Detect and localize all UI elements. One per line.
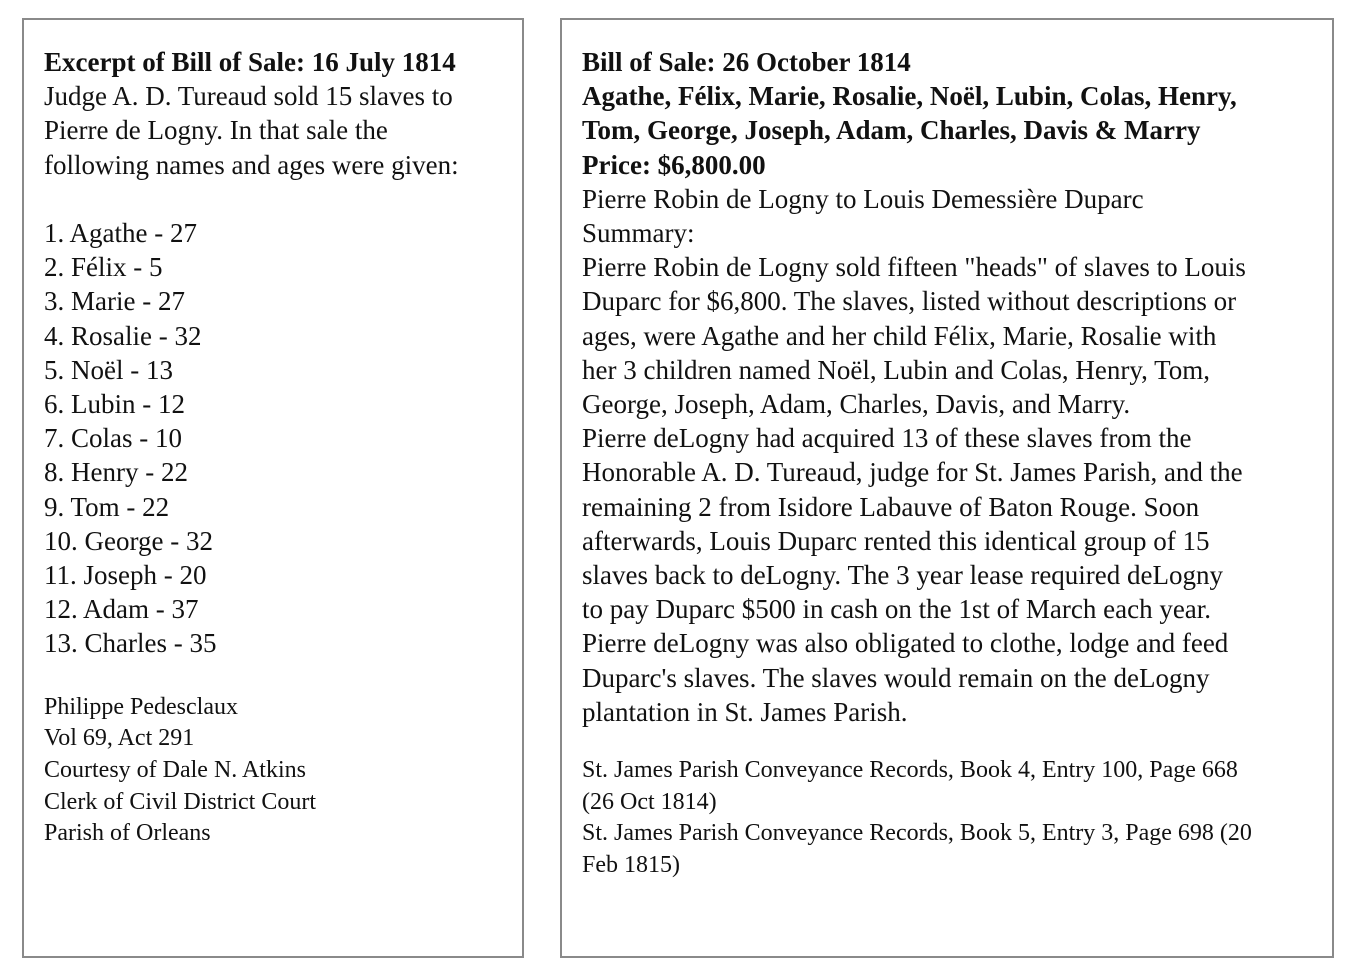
- summary-label: Summary:: [582, 218, 695, 249]
- citation-line: Parish of Orleans: [44, 820, 211, 847]
- source-line: (26 Oct 1814): [582, 788, 717, 815]
- list-item: 9. Tom - 22: [44, 491, 170, 522]
- right-document-panel: [560, 18, 1334, 958]
- summary-line: Pierre Robin de Logny sold fifteen "heads" of slaves to Louis: [582, 252, 1246, 283]
- summary-line: ages, were Agathe and her child Félix, Marie, Rosalie with: [582, 320, 1217, 351]
- source-line: St. James Parish Conveyance Records, Book 5, Entry 3, Page 698 (20: [582, 820, 1252, 847]
- intro-line: Judge A. D. Tureaud sold 15 slaves to: [44, 81, 453, 112]
- spacer: [44, 182, 502, 216]
- summary-line: Duparc for $6,800. The slaves, listed without descriptions or: [582, 286, 1237, 317]
- list-item: 1. Agathe - 27: [44, 218, 197, 248]
- summary-line: Honorable A. D. Tureaud, judge for St. James Parish, and the: [582, 457, 1243, 488]
- summary-line: plantation in St. James Parish.: [582, 696, 908, 727]
- names-line: Tom, George, Joseph, Adam, Charles, Davis & Marry: [582, 115, 1201, 146]
- left-citation: [44, 692, 502, 851]
- price: Price: $6,800.00: [582, 149, 766, 180]
- parties: Pierre Robin de Logny to Louis Demessière Duparc: [582, 183, 1144, 214]
- slave-list: [44, 216, 502, 661]
- list-item: 4. Rosalie - 32: [44, 320, 202, 351]
- summary-line: to pay Duparc $500 in cash on the 1st of March each year.: [582, 594, 1212, 625]
- summary-line: afterwards, Louis Duparc rented this identical group of 15: [582, 525, 1210, 556]
- sources: [582, 755, 1312, 882]
- left-document-panel: [22, 18, 524, 958]
- summary-line: Duparc's slaves. The slaves would remain on the deLogny: [582, 662, 1210, 693]
- left-title: Excerpt of Bill of Sale: 16 July 1814: [44, 47, 456, 77]
- summary-line: remaining 2 from Isidore Labauve of Baton Rouge. Soon: [582, 491, 1200, 522]
- list-item: 5. Noël - 13: [44, 354, 173, 385]
- summary-line: Pierre deLogny had acquired 13 of these slaves from the: [582, 423, 1192, 454]
- list-item: 11. Joseph - 20: [44, 560, 207, 591]
- list-item: 7. Colas - 10: [44, 423, 182, 454]
- left-intro: [44, 79, 502, 182]
- list-item: 8. Henry - 22: [44, 457, 188, 488]
- list-item: 3. Marie - 27: [44, 286, 185, 317]
- list-item: 12. Adam - 37: [44, 594, 199, 625]
- right-title: Bill of Sale: 26 October 1814: [582, 47, 911, 77]
- summary-text: [582, 250, 1312, 729]
- citation-line: Clerk of Civil District Court: [44, 788, 316, 815]
- source-line: Feb 1815): [582, 852, 680, 879]
- citation-line: Vol 69, Act 291: [44, 725, 195, 752]
- source-line: St. James Parish Conveyance Records, Book 4, Entry 100, Page 668: [582, 757, 1238, 784]
- summary-line: Pierre deLogny was also obligated to clothe, lodge and feed: [582, 628, 1229, 659]
- intro-line: Pierre de Logny. In that sale the: [44, 115, 388, 146]
- spacer: [44, 661, 502, 692]
- list-item: 2. Félix - 5: [44, 252, 163, 283]
- summary-line: George, Joseph, Adam, Charles, Davis, and Marry.: [582, 389, 1131, 420]
- summary-line: slaves back to deLogny. The 3 year lease required deLogny: [582, 560, 1224, 591]
- summary-line: her 3 children named Noël, Lubin and Colas, Henry, Tom,: [582, 354, 1210, 385]
- list-item: 10. George - 32: [44, 525, 213, 556]
- names-line: Agathe, Félix, Marie, Rosalie, Noël, Lubin, Colas, Henry,: [582, 81, 1237, 112]
- spacer: [582, 729, 1312, 755]
- intro-line: following names and ages were given:: [44, 149, 459, 180]
- citation-line: Philippe Pedesclaux: [44, 693, 238, 720]
- list-item: 13. Charles - 35: [44, 628, 217, 659]
- citation-line: Courtesy of Dale N. Atkins: [44, 757, 306, 784]
- list-item: 6. Lubin - 12: [44, 389, 185, 420]
